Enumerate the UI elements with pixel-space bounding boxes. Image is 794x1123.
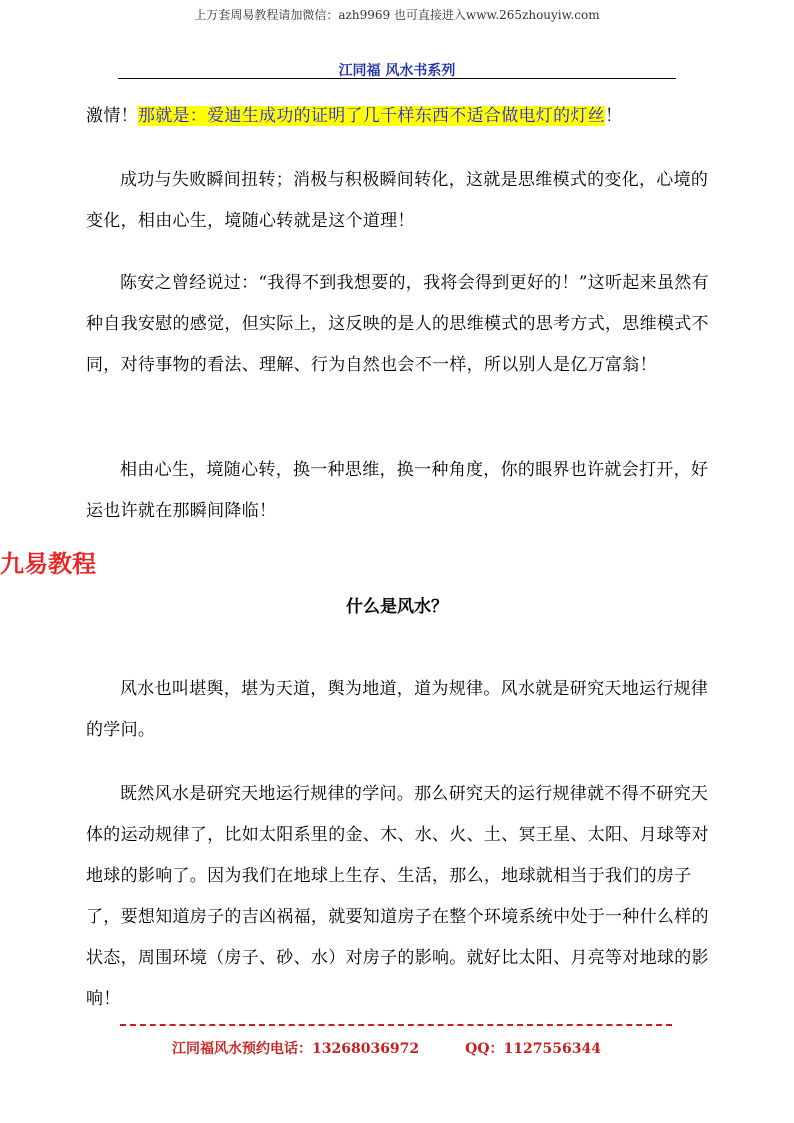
top-notice: 上万套周易教程请加微信：azh9969 也可直接进入www.265zhouyiw.com (194, 8, 600, 22)
header-rule (118, 78, 676, 79)
paragraph-1 (86, 96, 722, 137)
paragraph-6 (86, 774, 722, 1020)
paragraph-4-text: 相由心生，境随心转，换一种思维，换一种角度，你的眼界也许就会打开，好运也许就在那瞬间降临！ (86, 460, 709, 521)
paragraph-1-prefix: 激情！ (86, 106, 138, 126)
paragraph-3-text: 陈安之曾经说过：“我得不到我想要的，我将会得到更好的！”这听起来虽然有种自我安慰的感觉，但实际上，这反映的是人的思维模式的思考方式，思维模式不同，对待事物的看法、理解、行为自然也会不一样，所以别人是亿万富翁！ (86, 273, 709, 375)
footer-qq: QQ：1127556344 (465, 1041, 601, 1057)
section-heading: 什么是风水？ (346, 597, 448, 617)
paragraph-1-suffix: ！ (605, 106, 623, 126)
paragraph-6-text: 既然风水是研究天地运行规律的学问。那么研究天的运行规律就不得不研究天体的运动规律了，比如太阳系里的金、木、水、火、土、冥王星、太阳、月球等对地球的影响了。因为我们在地球上生存、生活，那么，地球就相当于我们的房子了，要想知道房子的吉凶祸福，就要知道房子在整个环境系统中处于一种什么样的状态，周围环境（房子、砂、水）对房子的影响。就好比太阳、月亮等对地球的影响！ (86, 784, 709, 1009)
highlighted-text: 那就是：爱迪生成功的证明了几千样东西不适合做电灯的灯丝 (137, 106, 606, 126)
footer-phone: 江同福风水预约电话：13268036972 (172, 1041, 420, 1057)
paragraph-5-text: 风水也叫堪舆，堪为天道，舆为地道，道为规律。风水就是研究天地运行规律的学问。 (86, 679, 709, 740)
paragraph-5 (86, 669, 722, 751)
paragraph-3 (86, 263, 722, 386)
footer-contact (172, 1038, 647, 1058)
footer-rule (120, 1024, 672, 1026)
paragraph-2-text: 成功与失败瞬间扭转；消极与积极瞬间转化，这就是思维模式的变化，心境的变化，相由心生，境随心转就是这个道理！ (86, 170, 709, 231)
paragraph-2 (86, 160, 722, 242)
watermark: 九易教程 (0, 550, 96, 578)
series-title: 江同福 风水书系列 (338, 63, 456, 79)
paragraph-4 (86, 450, 722, 532)
